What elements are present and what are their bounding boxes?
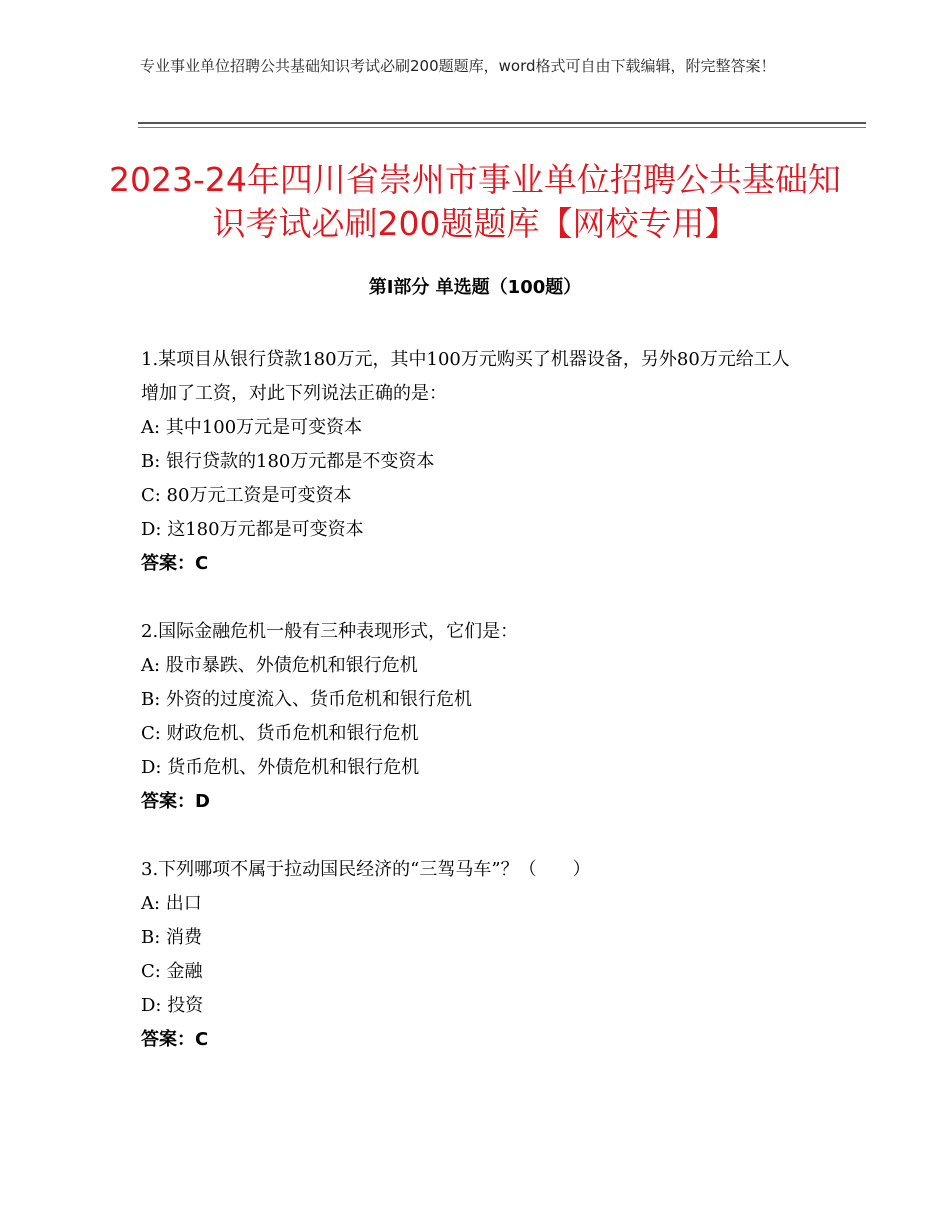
option-b: B: 银行贷款的180万元都是不变资本	[141, 451, 435, 472]
option-d: D: 这180万元都是可变资本	[141, 519, 364, 540]
question-3	[141, 853, 821, 1057]
header-note: 专业事业单位招聘公共基础知识考试必刷200题题库，word格式可自由下载编辑，附完整答案！	[140, 57, 776, 75]
option-a: A: 其中100万元是可变资本	[141, 417, 363, 438]
option-d: D: 投资	[141, 995, 204, 1016]
option-d: D: 货币危机、外债危机和银行危机	[141, 757, 420, 778]
header-divider-thin	[138, 127, 866, 128]
question-stem: 2.国际金融危机一般有三种表现形式，它们是：	[141, 621, 519, 642]
option-c: C: 财政危机、货币危机和银行危机	[141, 723, 419, 744]
option-b: B: 消费	[141, 927, 203, 948]
question-stem: 3.下列哪项不属于拉动国民经济的“三驾马车”？（ ）	[141, 859, 591, 880]
option-b: B: 外资的过度流入、货币危机和银行危机	[141, 689, 473, 710]
option-c: C: 金融	[141, 961, 203, 982]
option-a: A: 出口	[141, 893, 202, 914]
question-stem: 1.某项目从银行贷款180万元，其中100万元购买了机器设备，另外80万元给工人增加了工资，对此下列说法正确的是：	[141, 349, 790, 404]
question-2	[141, 615, 821, 819]
option-c: C: 80万元工资是可变资本	[141, 485, 352, 506]
answer: 答案：C	[141, 1029, 209, 1050]
answer: 答案：D	[141, 791, 210, 812]
option-a: A: 股市暴跌、外债危机和银行危机	[141, 655, 418, 676]
answer: 答案：C	[141, 553, 209, 574]
header-divider-thick	[138, 122, 866, 124]
document-title: 2023-24年四川省崇州市事业单位招聘公共基础知识考试必刷200题题库【网校专用】	[109, 160, 841, 243]
question-list	[141, 343, 821, 1091]
section-heading: 第Ⅰ部分 单选题（100题）	[368, 277, 582, 298]
question-1	[141, 343, 821, 581]
